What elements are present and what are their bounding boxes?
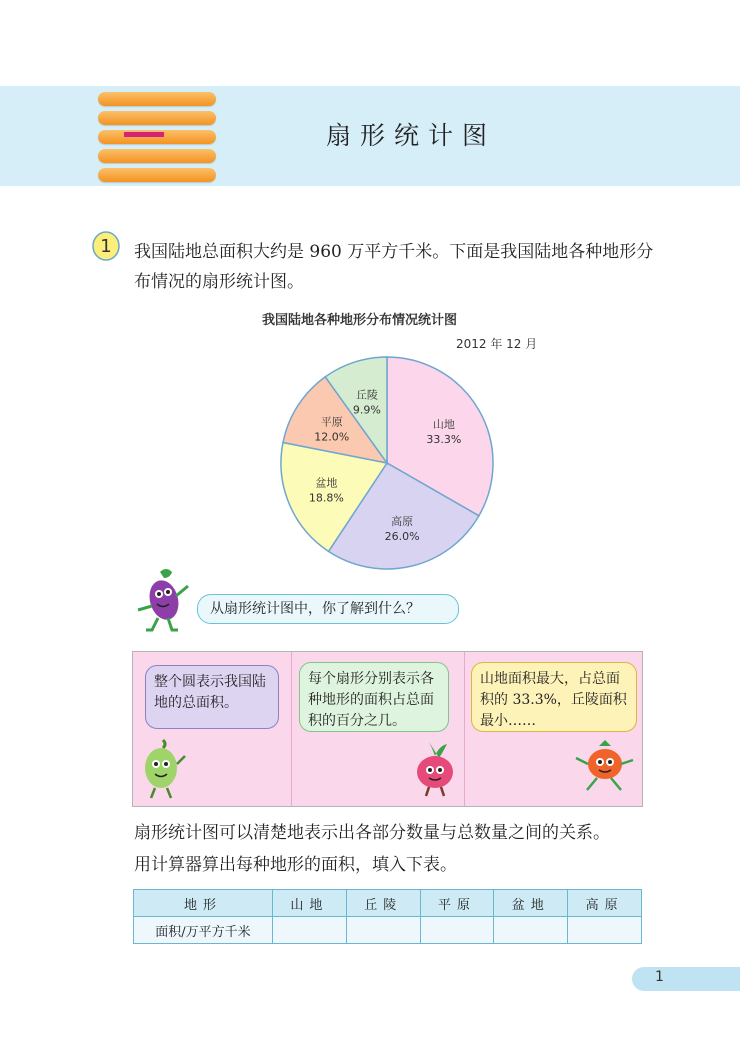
question-number: 1 — [100, 236, 112, 257]
table-cell-blank[interactable] — [494, 917, 568, 944]
table-row — [134, 917, 642, 944]
table-header-cell: 山地 — [273, 890, 347, 917]
table-header-cell: 平原 — [420, 890, 494, 917]
chart-title: 我国陆地各种地形分布情况统计图 — [262, 313, 458, 328]
terrain-area-table — [133, 889, 642, 944]
table-cell-blank[interactable] — [346, 917, 420, 944]
chart-date: 2012 年 12 月 — [456, 337, 538, 351]
pie-slice-label: 平原 — [320, 415, 343, 429]
pie-slice-value: 12.0% — [314, 430, 350, 444]
radish-character — [409, 740, 461, 798]
tomato-character — [571, 738, 637, 794]
pepper-character — [137, 736, 187, 802]
unit-title: 扇形统计图 — [326, 121, 497, 150]
table-cell-blank[interactable] — [273, 917, 347, 944]
table-header-cell: 地形 — [134, 890, 273, 917]
pie-slice-value: 18.8% — [308, 491, 344, 505]
pie-slice-value: 33.3% — [426, 433, 462, 447]
table-header-cell: 盆地 — [494, 890, 568, 917]
speech-bubble-2: 每个扇形分别表示各种地形的面积占总面积的百分之几。 — [299, 662, 449, 732]
page-number: 1 — [655, 969, 664, 985]
table-row-label: 面积/万平方千米 — [134, 917, 273, 944]
body-text-line-2: 用计算器算出每种地形的面积，填入下表。 — [134, 855, 457, 875]
pie-chart — [278, 354, 496, 572]
speech-bubble-1: 整个圆表示我国陆地的总面积。 — [145, 665, 279, 729]
pie-slice-value: 9.9% — [352, 403, 381, 417]
table-cell-blank[interactable] — [420, 917, 494, 944]
body-text-line-1: 扇形统计图可以清楚地表示出各部分数量与总数量之间的关系。 — [134, 823, 610, 843]
table-cell-blank[interactable] — [568, 917, 642, 944]
speech-bubble-3: 山地面积最大，占总面积的 33.3%，丘陵面积最小…… — [471, 662, 637, 732]
unit-number-mark — [124, 132, 164, 137]
pie-slice-label: 丘陵 — [355, 388, 378, 402]
table-header-cell: 丘陵 — [346, 890, 420, 917]
question-speech-bubble: 从扇形统计图中，你了解到什么？ — [197, 594, 459, 624]
table-header-row — [134, 890, 642, 917]
question-number-badge — [90, 229, 122, 261]
banner-stripes-decoration — [98, 92, 216, 184]
eggplant-character — [130, 566, 196, 634]
question-text: 我国陆地总面积大约是 960 万平方千米。下面是我国陆地各种地形分布情况的扇形统计图。 — [134, 242, 654, 292]
pie-slice-label: 盆地 — [315, 476, 338, 490]
table-header-cell: 高原 — [568, 890, 642, 917]
page-number-tab — [632, 967, 740, 991]
pie-slice-label: 高原 — [391, 514, 414, 528]
pie-slice-value: 26.0% — [384, 529, 420, 543]
speech-panels — [132, 651, 643, 807]
pie-slice-label: 山地 — [432, 418, 455, 432]
